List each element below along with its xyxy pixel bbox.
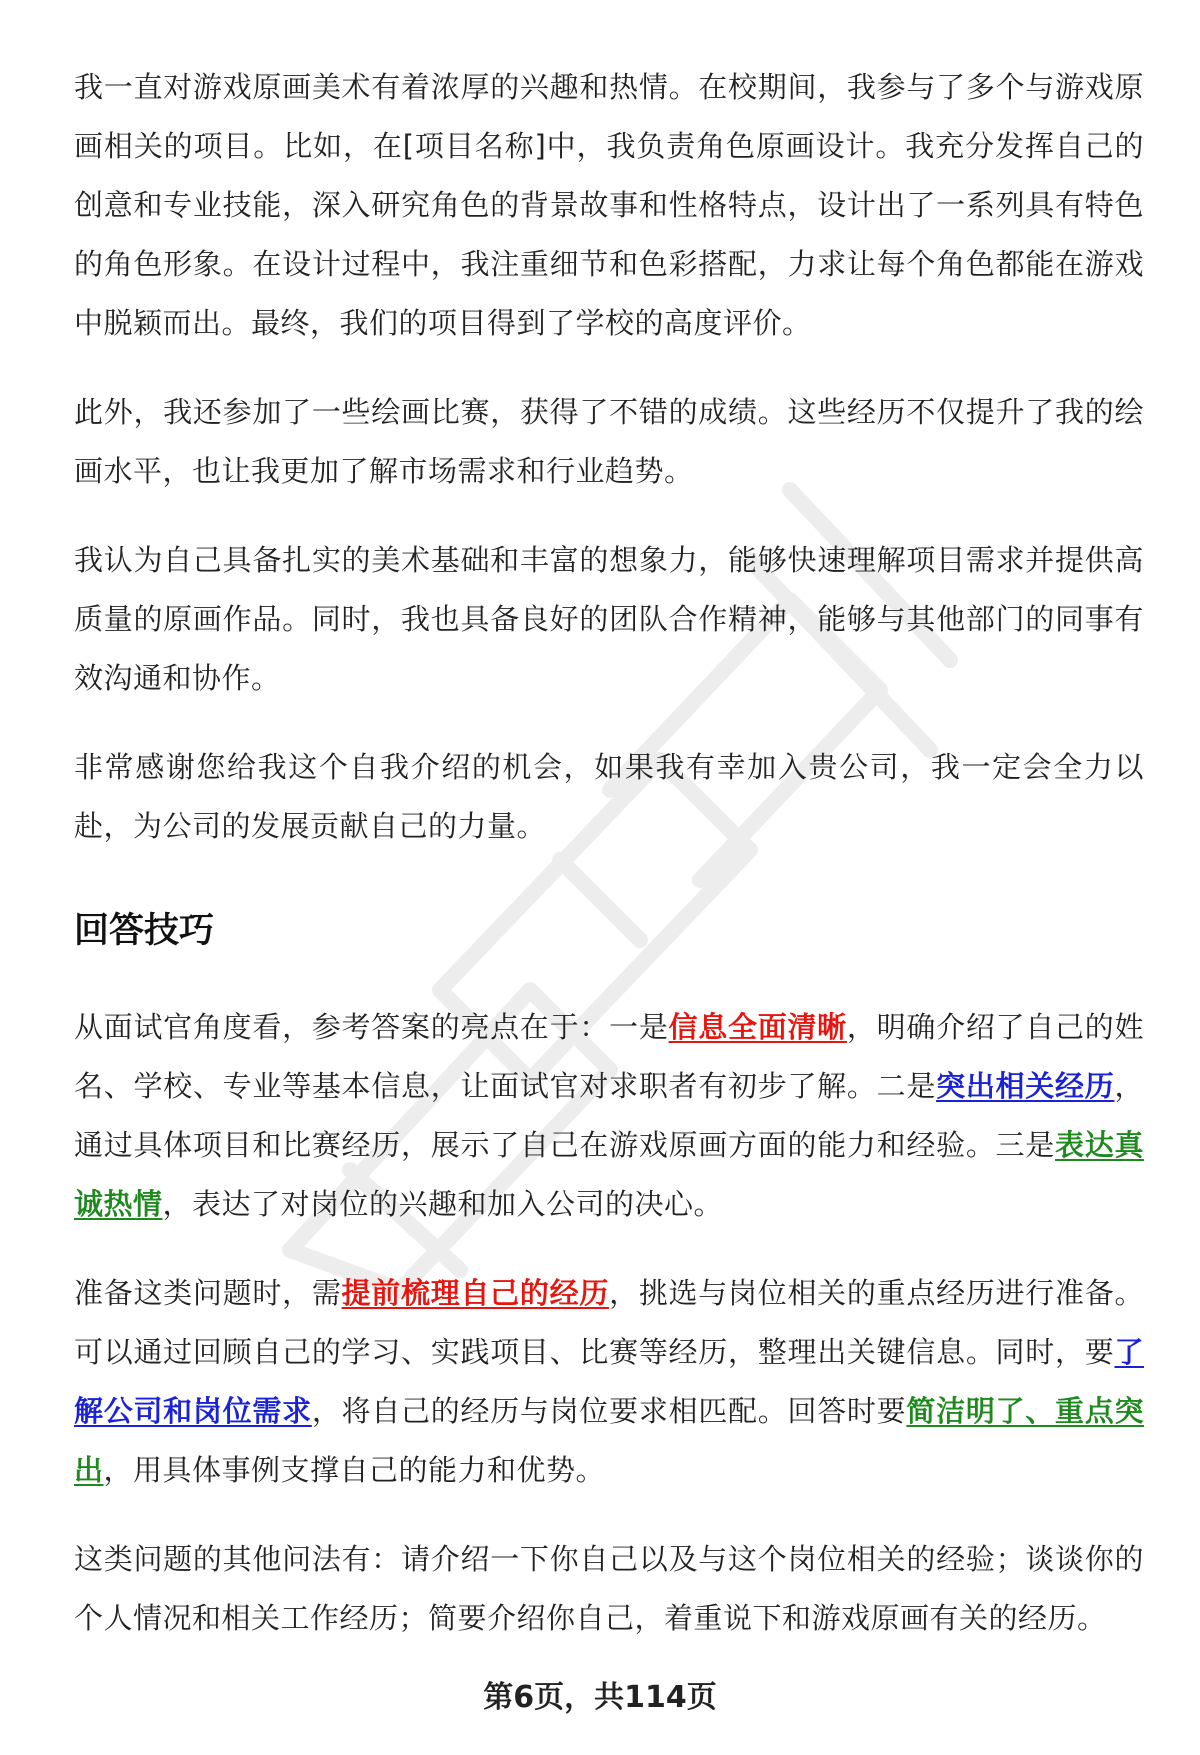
- tips-text: 从面试官角度看，参考答案的亮点在于：一是: [74, 1010, 669, 1044]
- highlight-red: 提前梳理自己的经历: [341, 1276, 610, 1310]
- document-body: [74, 58, 1144, 1678]
- answer-paragraph-2: 此外，我还参加了一些绘画比赛，获得了不错的成绩。这些经历不仅提升了我的绘画水平，也让我更加了解市场需求和行业趋势。: [74, 395, 1144, 488]
- highlight-green: 简洁明了、重点突出: [74, 1394, 1144, 1487]
- tips-text: ，将自己的经历与岗位要求相匹配。回答时要: [311, 1394, 907, 1428]
- page-number-footer: 第6页，共114页: [483, 1680, 717, 1715]
- tips-paragraph-1: [74, 998, 1144, 1234]
- tips-paragraph-3: 这类问题的其他问法有：请介绍一下你自己以及与这个岗位相关的经验；谈谈你的个人情况和相关工作经历；简要介绍你自己，着重说下和游戏原画有关的经历。: [74, 1542, 1144, 1635]
- tips-text: ，明确介绍了自己的姓名、学校、专业等基本信息，让面试官对求职者有初步了解。二是: [74, 1010, 1144, 1103]
- answer-paragraph-4: 非常感谢您给我这个自我介绍的机会，如果我有幸加入贵公司，我一定会全力以赴，为公司的发展贡献自己的力量。: [74, 750, 1144, 843]
- section-heading: 回答技巧: [74, 911, 215, 951]
- highlight-red: 信息全面清晰: [668, 1010, 847, 1044]
- tips-text: ，表达了对岗位的兴趣和加入公司的决心。: [162, 1187, 724, 1221]
- tips-paragraph-2: [74, 1264, 1144, 1500]
- answer-paragraph-3: 我认为自己具备扎实的美术基础和丰富的想象力，能够快速理解项目需求并提供高质量的原画作品。同时，我也具备良好的团队合作精神，能够与其他部门的同事有效沟通和协作。: [74, 543, 1144, 695]
- tips-text: 准备这类问题时，需: [74, 1276, 342, 1310]
- highlight-blue: 了解公司和岗位需求: [74, 1335, 1144, 1428]
- highlight-blue: 突出相关经历: [936, 1069, 1115, 1103]
- tips-text: ，挑选与岗位相关的重点经历进行准备。可以通过回顾自己的学习、实践项目、比赛等经历，整理出关键信息。同时，要: [74, 1276, 1144, 1369]
- tips-text: ，用具体事例支撑自己的能力和优势。: [103, 1453, 606, 1487]
- tips-text: ，通过具体项目和比赛经历，展示了自己在游戏原画方面的能力和经验。三是: [74, 1069, 1144, 1162]
- highlight-green: 表达真诚热情: [74, 1128, 1144, 1221]
- answer-paragraph-1: 我一直对游戏原画美术有着浓厚的兴趣和热情。在校期间，我参与了多个与游戏原画相关的项目。比如，在[项目名称]中，我负责角色原画设计。我充分发挥自己的创意和专业技能，深入研究角色的背景故事和性格特点，设计出了一系列具有特色的角色形象。在设计过程中，我注重细节和色彩搭配，力求让每个角色都能在游戏中脱颖而出。最终，我们的项目得到了学校的高度评价。: [74, 70, 1144, 340]
